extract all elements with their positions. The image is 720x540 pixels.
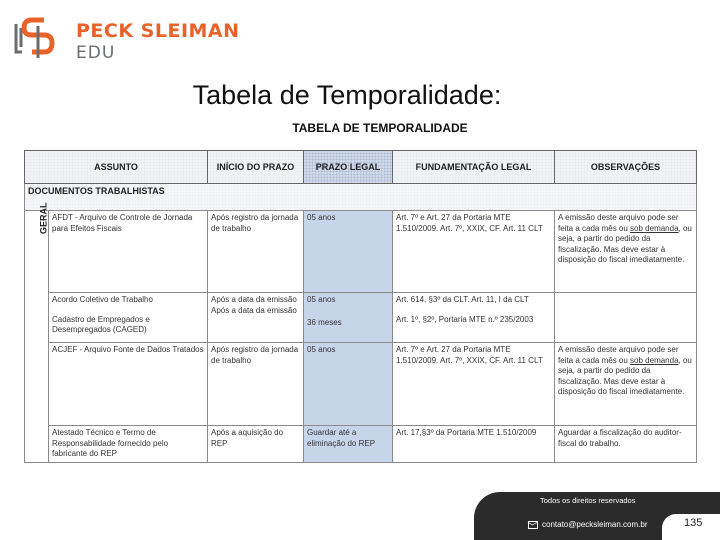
page-number: 135	[684, 517, 703, 529]
cell-prazo: 05 anos	[304, 343, 393, 426]
slide-title: Tabela de Temporalidade:	[192, 80, 502, 110]
obs-underlined: sob demanda	[630, 355, 679, 365]
group-label: GERAL	[38, 202, 49, 234]
cell-assunto: Atestado Técnico e Termo de Responsabilidade fornecido pelo fabricante do REP	[49, 426, 208, 463]
cell-inicio: Após a aquisição do REP	[208, 426, 304, 463]
cell-inicio: Após registro da jornada de trabalho	[208, 211, 304, 293]
obs-text: A emissão deste arquivo pode ser feita a cada mês ou	[558, 213, 679, 233]
cell-assunto	[49, 293, 208, 343]
prazo-line: 05 anos	[307, 295, 336, 304]
cell-prazo	[304, 293, 393, 343]
mail-icon	[528, 521, 538, 529]
temporality-table	[24, 150, 697, 463]
header-fundamento: FUNDAMENTAÇÃO LEGAL	[393, 151, 555, 184]
brand-logo	[10, 14, 240, 63]
header-observacoes: OBSERVAÇÕES	[555, 151, 697, 184]
obs-text: , ou seja, a partir do pedido da fiscalização. Mas deve estar à disposição do fiscal imediatamente.	[558, 223, 692, 264]
fundamento-line: Art. 614, §3º da CLT. Art. 11, I da CLT	[396, 295, 529, 304]
cell-inicio: Após registro da jornada de trabalho	[208, 343, 304, 426]
cell-fundamento: Art. 7º e Art. 27 da Portaria MTE 1.510/2009. Art. 7º, XXIX, CF. Art. 11 CLT	[393, 211, 555, 293]
cell-observacoes	[555, 211, 697, 293]
table-header-row	[25, 151, 697, 184]
assunto-line: Acordo Coletivo de Trabalho	[52, 295, 153, 304]
inicio-line: Após a data da emissão	[211, 305, 297, 315]
cell-fundamento	[393, 293, 555, 343]
prazo-line: 36 meses	[307, 317, 342, 327]
brand-sub: EDU	[76, 43, 116, 63]
table-row	[25, 293, 697, 343]
header-inicio: INÍCIO DO PRAZO	[208, 151, 304, 184]
brand-name: PECK SLEIMAN	[76, 20, 240, 42]
section-row	[25, 184, 697, 211]
obs-underlined: sob demanda	[630, 223, 679, 233]
obs-text: , ou seja, a partir do pedido da fiscalização. Mas deve estar à disposição do fiscal imediatamente.	[558, 355, 692, 396]
group-cell	[25, 202, 49, 463]
cell-prazo: Guardar até a eliminação do REP	[304, 426, 393, 463]
cell-fundamento: Art. 17,§3º da Portaria MTE 1.510/2009	[393, 426, 555, 463]
table-row	[25, 426, 697, 463]
header-assunto: ASSUNTO	[25, 151, 208, 184]
assunto-line: Cadastro de Empregados e Desempregados (CAGED)	[52, 314, 150, 334]
footer-contact	[528, 520, 648, 529]
cell-observacoes: Aguardar a fiscalização do auditor-fiscal do trabalho.	[555, 426, 697, 463]
document-title: TABELA DE TEMPORALIDADE	[292, 121, 468, 135]
brand-mark-icon	[10, 14, 70, 60]
cell-observacoes	[555, 293, 697, 343]
cell-fundamento: Art. 7º e Art. 27 da Portaria MTE 1.510/2009. Art. 7º, XXIX, CF. Art. 11 CLT	[393, 343, 555, 426]
footer-rights: Todos os direitos reservados	[540, 496, 636, 505]
cell-prazo: 05 anos	[304, 211, 393, 293]
cell-inicio	[208, 293, 304, 343]
table-row	[25, 343, 697, 426]
section-label: DOCUMENTOS TRABALHISTAS	[25, 184, 697, 211]
fundamento-line: Art. 1º, §2º, Portaria MTE n.º 235/2003	[396, 314, 534, 324]
footer-email[interactable]: contato@pecksleiman.com.br	[542, 520, 648, 529]
header-prazo: PRAZO LEGAL	[304, 151, 393, 184]
inicio-line: Após a data da emissão	[211, 295, 297, 304]
cell-assunto: ACJEF - Arquivo Fonte de Dados Tratados	[49, 343, 208, 426]
obs-text: A emissão deste arquivo pode ser feita a cada mês ou	[558, 345, 679, 365]
table-row	[25, 211, 697, 293]
cell-observacoes	[555, 343, 697, 426]
cell-assunto: AFDT - Arquivo de Controle de Jornada para Efeitos Fiscais	[49, 211, 208, 293]
